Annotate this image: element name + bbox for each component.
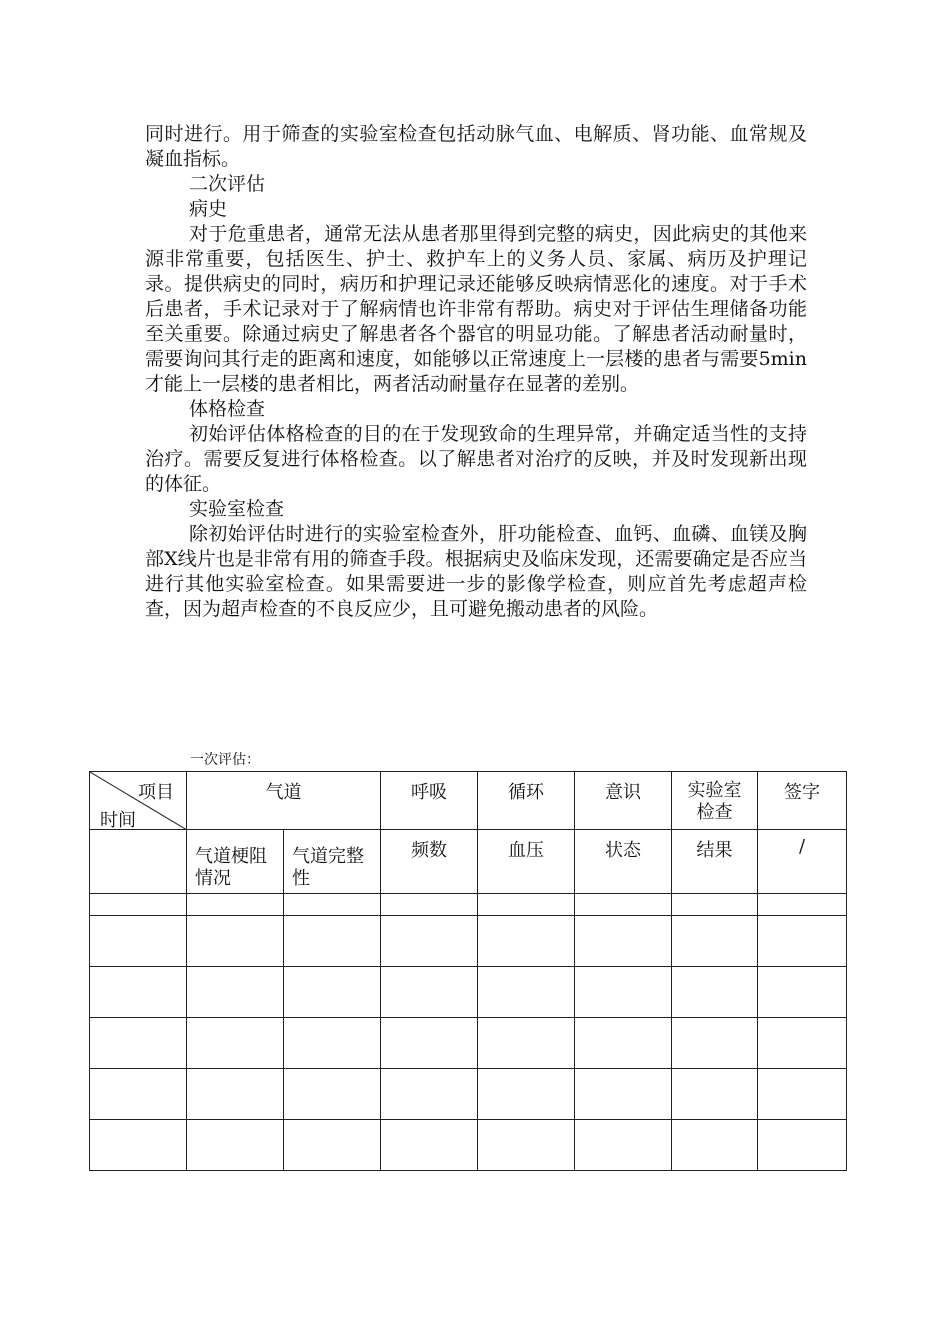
subheader-slash: /	[758, 830, 847, 894]
section-heading: 二次评估	[189, 173, 266, 195]
subheader-airway-integrity: 气道完整性	[284, 830, 381, 894]
subheader-empty	[90, 830, 187, 894]
subheader-state: 状态	[575, 830, 672, 894]
table-row	[90, 1018, 847, 1069]
table-row	[90, 1069, 847, 1120]
paragraph: 除初始评估时进行的实验室检查外，肝功能检查、血钙、血磷、血镁及胸部X线片也是非常有用的筛查手段。根据病史及临床发现，还需要确定是否应当进行其他实验室检查。如果需要进一步的影像学检查，则应首先考虑超声检查，因为超声检查的不良反应少，且可避免搬动患者的风险。	[145, 523, 807, 620]
section-heading: 病史	[189, 198, 228, 220]
subheader-airway-block: 气道梗阻情况	[187, 830, 284, 894]
header-lab: 实验室检查	[672, 772, 758, 830]
header-circulation: 循环	[478, 772, 575, 830]
subheader-result: 结果	[672, 830, 758, 894]
table-row	[90, 967, 847, 1018]
corner-time-label: 时间	[100, 810, 136, 831]
subheader-freq: 频数	[381, 830, 478, 894]
table-caption: 一次评估：	[190, 752, 260, 768]
subheader-bp: 血压	[478, 830, 575, 894]
header-sign: 签字	[758, 772, 847, 830]
table-row	[90, 894, 847, 916]
section-heading: 体格检查	[189, 398, 266, 420]
header-breath: 呼吸	[381, 772, 478, 830]
paragraph: 初始评估体格检查的目的在于发现致命的生理异常，并确定适当性的支持治疗。需要反复进行体格检查。以了解患者对治疗的反映，并及时发现新出现的体征。	[145, 423, 807, 495]
body-text	[145, 122, 807, 622]
table-row	[90, 1120, 847, 1171]
assessment-table	[89, 771, 847, 1171]
corner-cell	[90, 772, 187, 830]
section-heading: 实验室检查	[189, 498, 285, 520]
paragraph: 同时进行。用于筛查的实验室检查包括动脉气血、电解质、肾功能、血常规及凝血指标。	[145, 123, 807, 170]
header-consciousness: 意识	[575, 772, 672, 830]
header-airway: 气道	[187, 772, 381, 830]
table-row	[90, 916, 847, 967]
paragraph: 对于危重患者，通常无法从患者那里得到完整的病史，因此病史的其他来源非常重要，包括医生、护士、救护车上的义务人员、家属、病历及护理记录。提供病史的同时，病历和护理记录还能够反映病情恶化的速度。对于手术后患者，手术记录对于了解病情也许非常有帮助。病史对于评估生理储备功能至关重要。除通过病史了解患者各个器官的明显功能。了解患者活动耐量时，需要询问其行走的距离和速度，如能够以正常速度上一层楼的患者与需要5min才能上一层楼的患者相比，两者活动耐量存在显著的差别。	[145, 223, 807, 395]
corner-item-label: 项目	[138, 782, 174, 803]
